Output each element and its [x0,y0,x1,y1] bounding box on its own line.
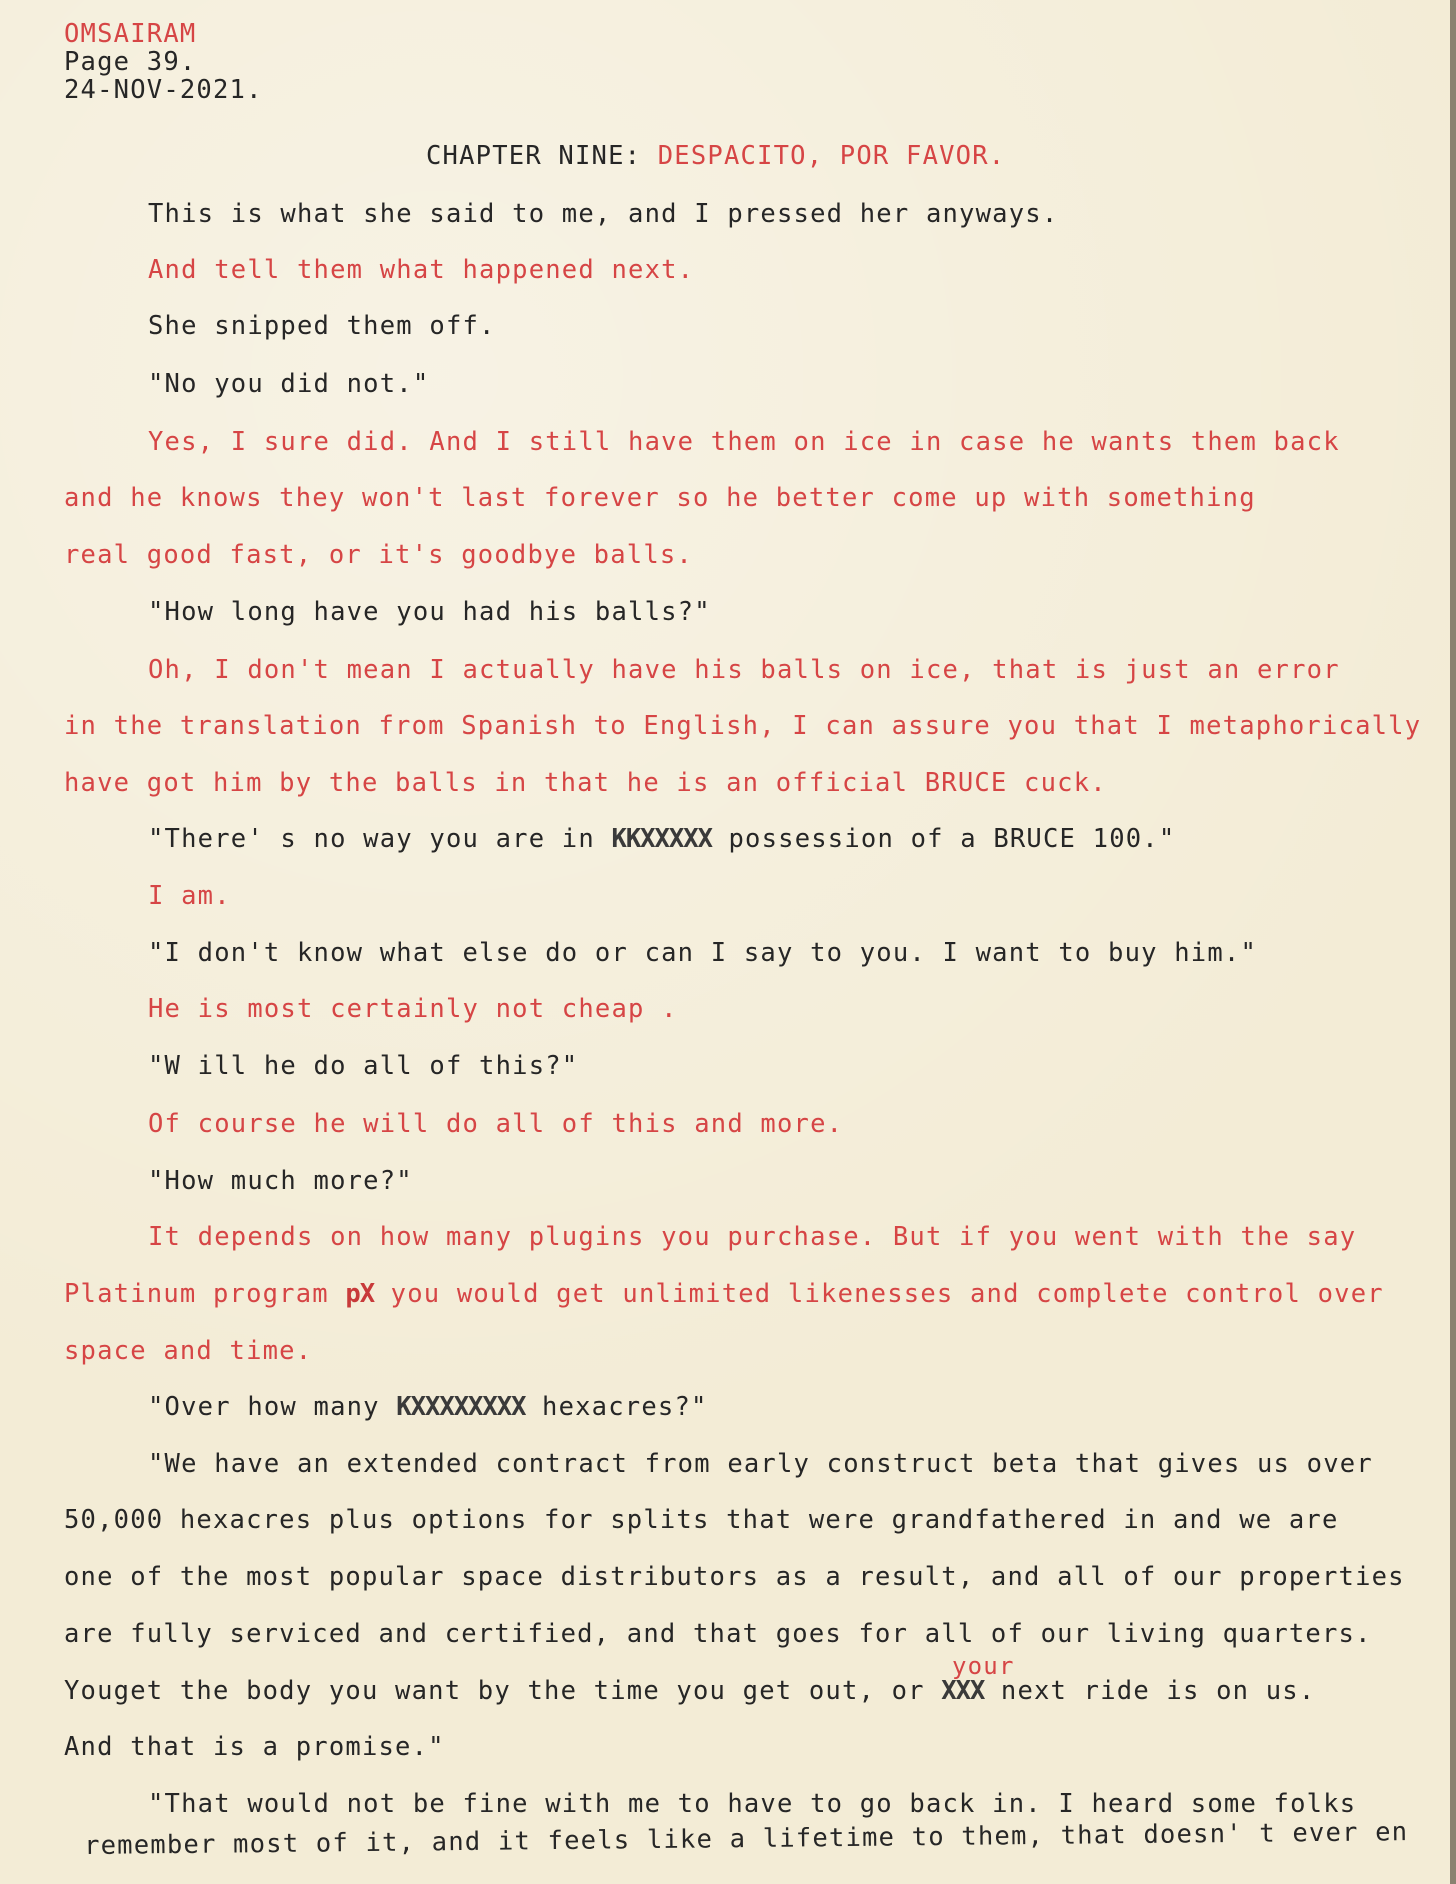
body-line-2: And tell them what happened next. [148,255,695,285]
body-line-12 [148,824,1176,854]
body-line-15: He is most certainly not cheap . [148,994,678,1024]
body-line-8: "How long have you had his balls?" [148,597,711,627]
strikeout-mark: KXXXXXXXX [396,1392,526,1422]
body-line-10: in the translation from Spanish to English, I can assure you that I metaphorically [64,711,1422,741]
body-line-16: "W ill he do all of this?" [148,1051,579,1081]
body-line-20 [64,1279,1384,1309]
body-line-14: "I don't know what else do or can I say to you. I want to buy him." [148,938,1258,968]
chapter-heading [426,141,1006,171]
strikeout-mark: XXX [941,1676,985,1706]
body-line-17: Of course he will do all of this and more. [148,1109,844,1139]
body-line-22-end: hexacres?" [525,1392,708,1422]
body-line-11: have got him by the balls in that he is an official BRUCE cuck. [64,768,1107,798]
body-line-1: This is what she said to me, and I pressed her anyways. [148,199,1059,229]
body-line-25: one of the most popular space distributors as a result, and all of our properties [64,1562,1405,1592]
strikeout-mark: pX [345,1279,375,1309]
chapter-name: DESPACITO, POR FAVOR. [657,141,1006,171]
header-title: OMSAIRAM [64,19,197,49]
body-line-3: She snipped them off. [148,311,496,341]
body-line-19: It depends on how many plugins you purchase. But if you went with the say [148,1222,1357,1252]
body-line-22 [148,1392,708,1422]
body-line-12-end: possession of a BRUCE 100." [711,824,1176,854]
chapter-prefix: CHAPTER NINE: [426,141,658,171]
header-page-number: Page 39. [64,47,197,77]
body-line-9: Oh, I don't mean I actually have his balls on ice, that is just an error [148,655,1340,685]
body-line-13: I am. [148,881,231,911]
body-line-6: and he knows they won't last forever so he better come up with something [64,483,1256,513]
handwritten-insert: your [952,1652,1015,1680]
body-line-7: real good fast, or it's goodbye balls. [64,540,693,570]
body-line-26: are fully serviced and certified, and that goes for all of our living quarters. [64,1619,1372,1649]
body-line-29: "That would not be fine with me to have to go back in. I heard some folks [148,1789,1357,1819]
body-line-21: space and time. [64,1336,313,1366]
body-line-27-end: next ride is on us. [984,1676,1316,1706]
body-line-30: remember most of it, and it feels like a lifetime to them, that doesn' t ever en [83,1817,1409,1861]
body-line-20-start: Platinum program [64,1279,346,1309]
header-date: 24-NOV-2021. [64,75,263,105]
body-line-4: "No you did not." [148,369,430,399]
body-line-23: "We have an extended contract from early construct beta that gives us over [148,1449,1373,1479]
body-line-12-start: "There' s no way you are in [148,824,612,854]
body-line-5: Yes, I sure did. And I still have them on ice in case he wants them back [148,427,1340,457]
body-line-20-end: you would get unlimited likenesses and complete control over [374,1279,1384,1309]
body-line-27-start: Youget the body you want by the time you get out, or [64,1676,942,1706]
body-line-24: 50,000 hexacres plus options for splits that were grandfathered in and we are [64,1505,1339,1535]
body-line-18: "How much more?" [148,1166,413,1196]
strikeout-mark: KKXXXXX [611,824,712,854]
body-line-27 [64,1676,1316,1706]
body-line-22-start: "Over how many [148,1392,397,1422]
body-line-28: And that is a promise." [64,1732,445,1762]
